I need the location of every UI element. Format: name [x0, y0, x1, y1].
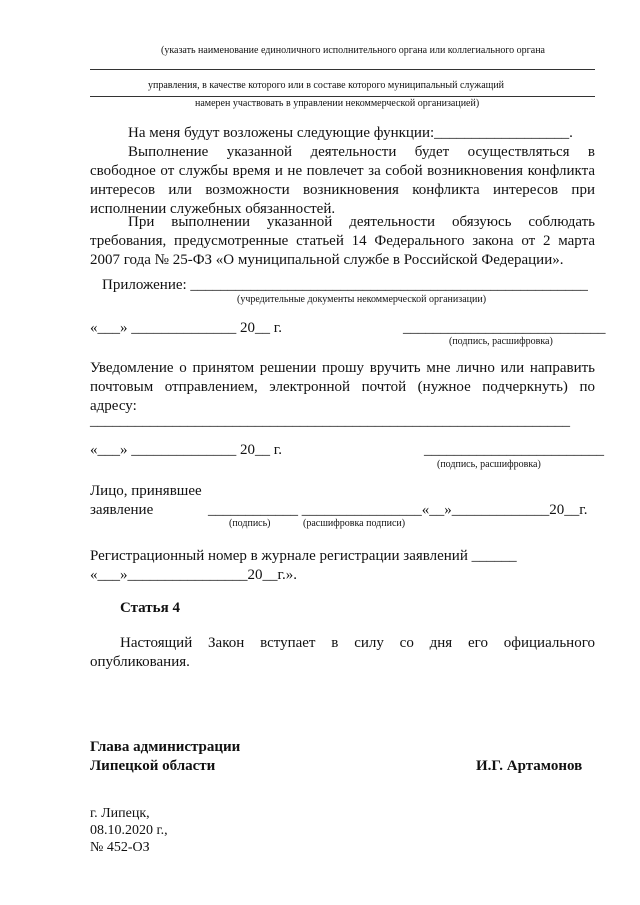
registration-line-1: Регистрационный номер в журнале регистрации заявлений ______ [90, 548, 517, 564]
accepted-label-1: Лицо, принявшее [90, 483, 202, 499]
signature-note-2: (подпись, расшифровка) [437, 459, 541, 470]
notice-paragraph: Уведомление о принятом решении прошу вручить мне лично или направить почтовым отправлением, электронной почтой (нужное подчеркнуть) по адресу: [90, 360, 595, 414]
article-text: Настоящий Закон вступает в силу со дня его официального опубликования. [90, 635, 595, 670]
functions-line: На меня будут возложены следующие функции:__________________. [128, 125, 573, 141]
paragraph-2-first-line: При выполнении указанной деятельности обязуюсь соблюдать [128, 214, 595, 230]
paragraph-1-rest: свободное от службы время и не повлечет за собой возникновения конфликта интересов или возможности возникновения конфликта интересов при исполнении служебных обязанностей. [90, 163, 595, 217]
header-note-line2: управления, в качестве которого или в составе которого муниципальный служащий [148, 80, 505, 91]
accepted-note-decode: (расшифровка подписи) [303, 518, 406, 529]
signature-position-2: Липецкой области [90, 758, 216, 774]
attachment-line: Приложение: _____________________________________________________ [102, 277, 588, 293]
paragraph-2-rest: требования, предусмотренные статьей 14 Федерального закона от 2 марта 2007 года № 25-ФЗ «О муниципальной службе в Российской Федерации». [90, 233, 595, 268]
signature-name: И.Г. Артамонов [476, 758, 583, 774]
footer-number: № 452-ОЗ [90, 840, 150, 855]
accepted-fields: ____________ ________________«__»_____________20__г. [208, 502, 588, 518]
accepted-label-2: заявление [90, 502, 154, 518]
accepted-note-signature: (подпись) [229, 518, 271, 529]
paragraph-1-first-line: Выполнение указанной деятельности будет осуществляться в [128, 144, 595, 160]
signature-line-1: ___________________________ [403, 320, 606, 336]
header-note-line1: (указать наименование единоличного исполнительного органа или коллегиального органа [161, 45, 545, 56]
footer-city: г. Липецк, [90, 806, 150, 821]
footer-date: 08.10.2020 г., [90, 823, 168, 838]
date-line-2: «___» ______________ 20__ г. [90, 442, 282, 458]
date-line-1: «___» ______________ 20__ г. [90, 320, 282, 336]
article-heading: Статья 4 [120, 600, 180, 616]
header-rule-2 [90, 96, 595, 97]
address-line: ________________________________________________________________ [90, 413, 570, 429]
header-rule-1 [90, 69, 595, 70]
signature-note-1: (подпись, расшифровка) [449, 336, 553, 347]
registration-line-2: «___»________________20__г.». [90, 567, 297, 583]
signature-line-2: ________________________ [424, 442, 604, 458]
attachment-note: (учредительные документы некоммерческой организации) [237, 294, 487, 305]
header-note-line3: намерен участвовать в управлении некоммерческой организацией) [195, 98, 480, 109]
signature-position-1: Глава администрации [90, 739, 241, 755]
